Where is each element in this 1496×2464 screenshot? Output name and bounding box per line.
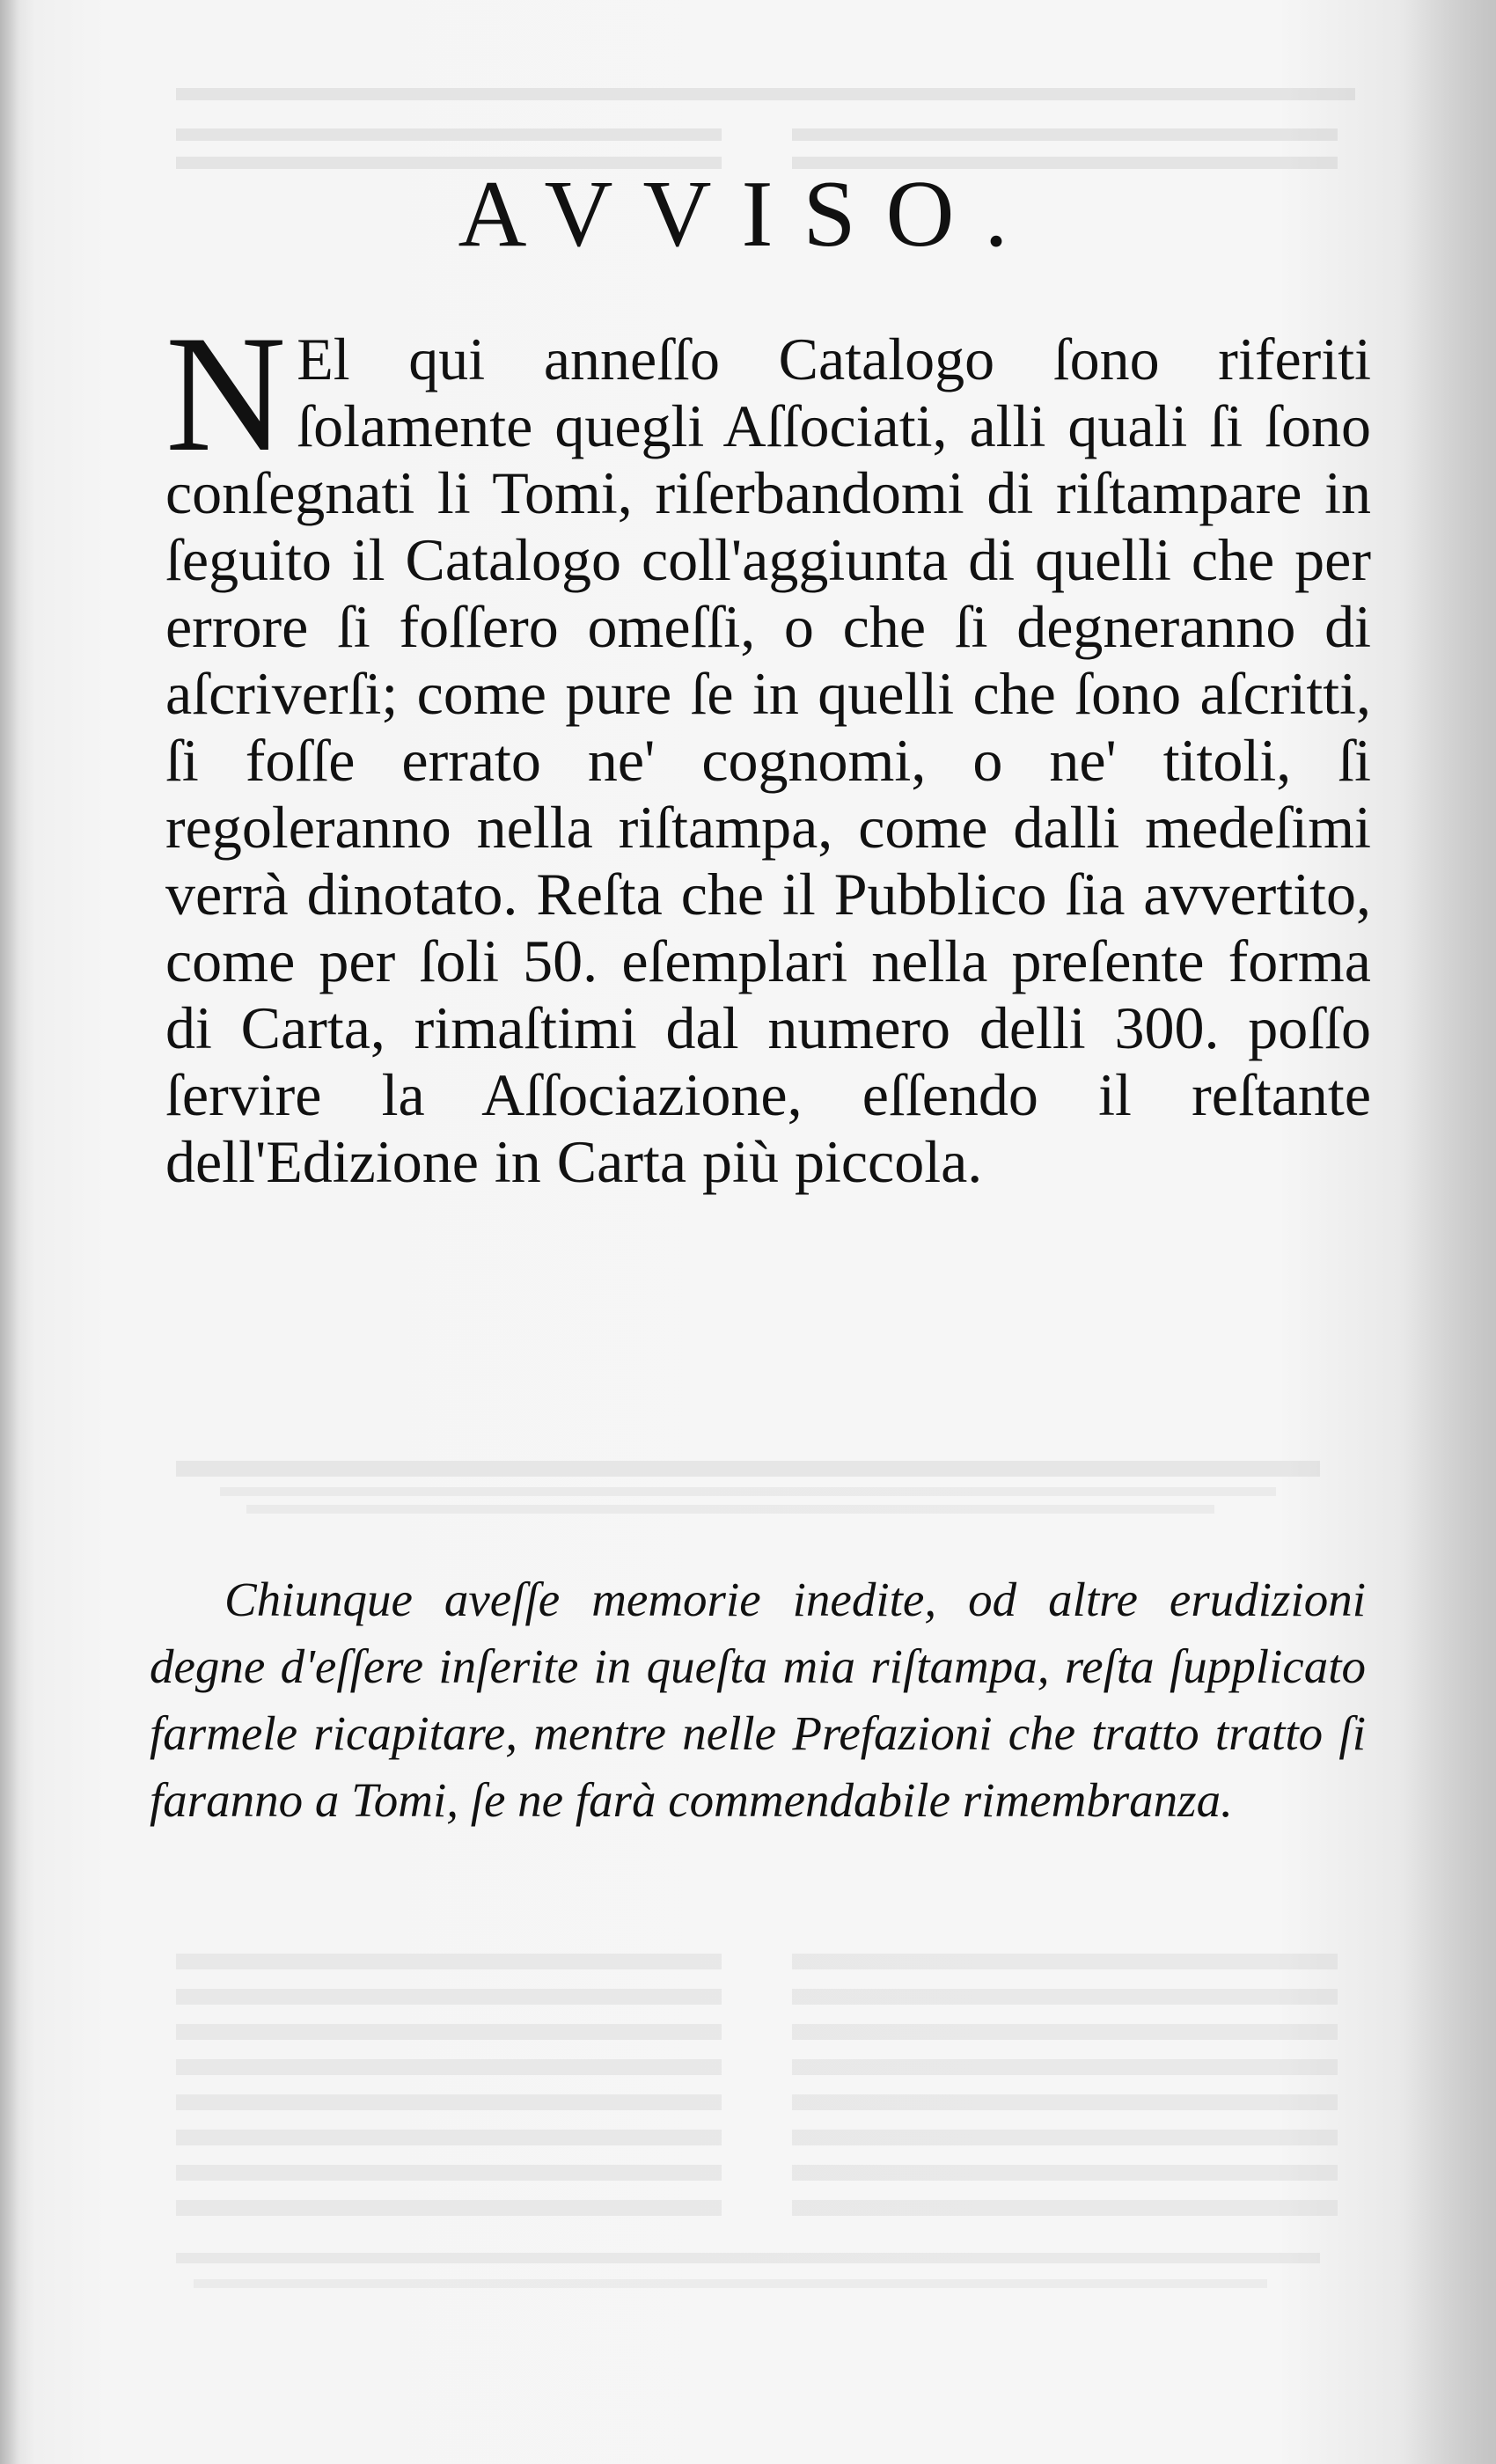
drop-cap-letter: N xyxy=(165,302,287,487)
left-scan-shadow xyxy=(0,0,19,2464)
italic-request-paragraph: Chiunque aveſſe memorie inedite, od altre erudizioni degne d'eſſere inſerite in queſta mia riſtampa, reſta ſupplicato farmele ricapitare, mentre nelle Prefazioni che tratto tratto ſi faranno a Tomi, ſe ne farà commendabile rimembranza. xyxy=(150,1573,1366,1827)
main-notice-text: El qui anneſſo Catalogo ſono riferiti ſolamente quegli Aſſociati, alli quali ſi ſono conſegnati li Tomi, riſerbandomi di riſtampare in ſeguito il Catalogo coll'aggiunta di quelli che per errore ſi foſſero omeſſi, o che ſi degneranno di aſcriverſi; come pure ſe in quelli che ſono aſcritti, ſi foſſe errato ne' cognomi, o ne' titoli, ſi regoleranno nella riſtampa, come dalli medeſimi verrà dinotato. Reſta che il Pubblico ſia avvertito, come per ſoli 50. eſemplari nella preſente forma di Carta, rimaſtimi dal numero delli 300. poſſo ſervire la Aſſociazione, eſſendo il reſtante dell'Edizione in Carta più piccola. xyxy=(165,326,1371,1195)
main-notice-paragraph xyxy=(165,302,1371,1195)
right-scan-shadow xyxy=(1399,0,1496,2464)
page-title: AVVISO. xyxy=(458,162,1038,267)
